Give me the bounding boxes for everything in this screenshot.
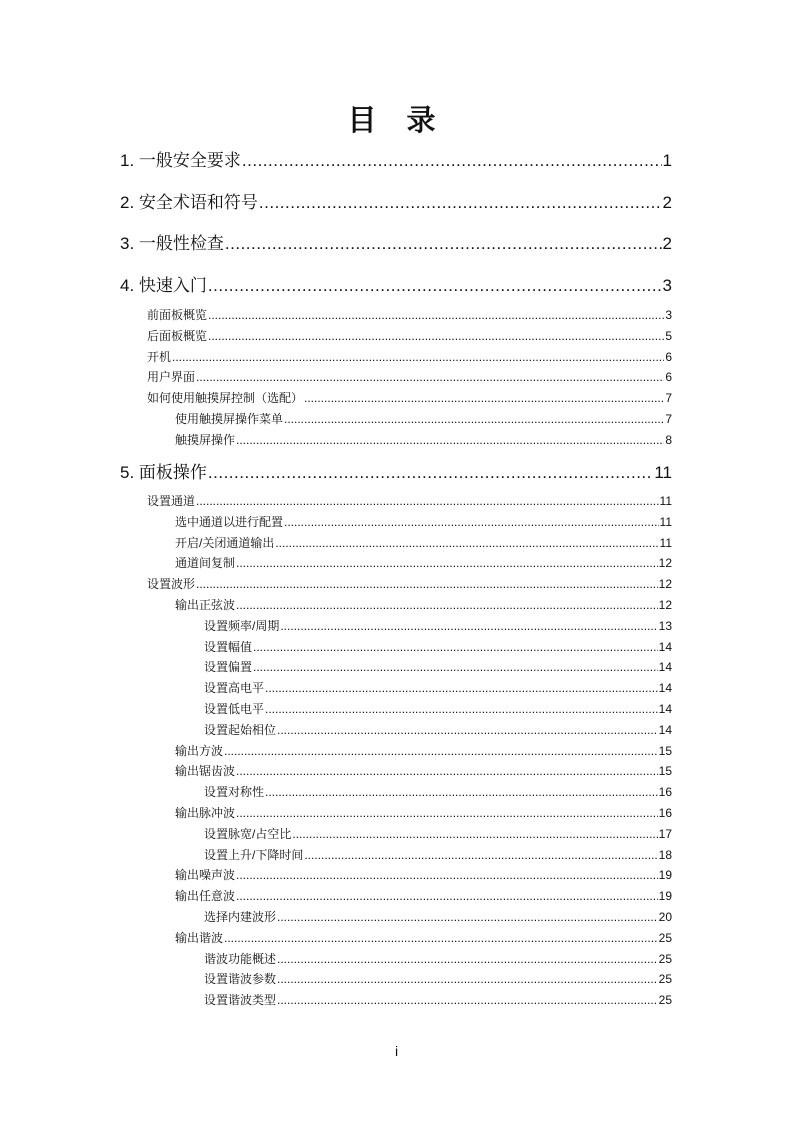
toc-entry[interactable] (175, 762, 672, 779)
toc-entry[interactable] (147, 492, 672, 509)
dot-leader (259, 193, 662, 213)
toc-entry-page: 14 (658, 681, 672, 696)
toc-entry-title: 开机 (147, 349, 172, 364)
toc-entry-page: 14 (658, 702, 672, 716)
toc-entry[interactable] (147, 389, 672, 406)
toc-entry[interactable] (175, 431, 672, 448)
toc-entry[interactable] (147, 306, 672, 323)
toc-entry-page: 2 (662, 234, 672, 253)
toc-entry-page: 25 (658, 930, 672, 945)
dot-leader (242, 151, 662, 171)
toc-entry-title: 设置谐波参数 (204, 972, 277, 987)
toc-entry-title: 设置脉宽/占空比 (204, 826, 292, 841)
toc-entry-title: 设置上升/下降时间 (204, 847, 304, 862)
dot-leader (224, 931, 658, 945)
dot-leader (253, 660, 658, 674)
toc-entry-title: 触摸屏操作 (175, 432, 236, 447)
dot-leader (236, 806, 658, 820)
dot-leader (225, 234, 662, 254)
toc-entry-title: 1. 一般安全要求 (120, 151, 241, 170)
dot-leader (172, 350, 664, 364)
dot-leader (208, 463, 653, 483)
toc-entry[interactable] (175, 887, 672, 904)
dot-leader (292, 827, 657, 841)
toc-entry[interactable] (175, 866, 672, 883)
toc-entry-page: 14 (658, 722, 672, 737)
toc-entry[interactable] (204, 970, 672, 987)
toc-entry-page: 1 (662, 151, 672, 170)
dot-leader (208, 308, 664, 322)
dot-leader (265, 681, 658, 695)
dot-leader (236, 889, 658, 903)
toc-entry-page: 11 (659, 535, 672, 550)
toc-entry-title: 输出脉冲波 (175, 806, 236, 820)
toc-entry[interactable] (175, 596, 672, 613)
toc-entry-title: 设置通道 (147, 494, 196, 508)
toc-entry[interactable] (204, 991, 672, 1008)
toc-entry-title: 输出锯齿波 (175, 764, 236, 779)
page-number: i (394, 1043, 399, 1059)
dot-leader (196, 577, 658, 591)
toc-entry-page: 6 (665, 370, 672, 385)
dot-leader (208, 276, 662, 296)
dot-leader (277, 910, 658, 924)
toc-entry-page: 6 (665, 349, 672, 364)
toc-entry-page: 25 (658, 993, 672, 1008)
toc-entry-title: 谐波功能概述 (204, 951, 277, 966)
toc-entry[interactable] (204, 638, 672, 655)
toc-entry-title: 设置幅值 (204, 639, 253, 654)
page-title: 目 录 (347, 103, 446, 137)
toc-entry-page: 25 (658, 951, 672, 966)
toc-entry-title: 设置波形 (147, 577, 196, 592)
toc-entry-page: 20 (658, 910, 672, 924)
toc-entry[interactable] (120, 188, 672, 213)
toc-entry-page: 3 (662, 276, 672, 295)
toc-entry-page: 11 (654, 463, 672, 482)
toc-entry-title: 设置谐波类型 (204, 993, 277, 1008)
dot-leader (236, 433, 664, 447)
toc-entry-page: 12 (658, 577, 672, 592)
dot-leader (265, 785, 658, 799)
toc-entry-title: 前面板概览 (147, 308, 208, 322)
toc-entry[interactable] (147, 575, 672, 592)
toc-entry-title: 设置低电平 (204, 702, 265, 716)
dot-leader (304, 391, 664, 405)
toc-entry[interactable] (204, 783, 672, 800)
dot-leader (277, 952, 658, 966)
dot-leader (208, 329, 664, 343)
toc-entry-page: 11 (659, 494, 672, 508)
dot-leader (253, 640, 658, 654)
toc-entry-title: 通道间复制 (175, 556, 236, 571)
toc-entry[interactable] (147, 327, 672, 344)
toc-entry-title: 2. 安全术语和符号 (120, 193, 258, 212)
dot-leader (236, 598, 658, 612)
toc-entry[interactable] (204, 846, 672, 863)
toc-entry[interactable] (120, 458, 672, 483)
toc-entry-title: 如何使用触摸屏控制（选配） (147, 391, 304, 406)
toc-entry-page: 12 (658, 598, 672, 612)
toc-entry[interactable] (204, 679, 672, 696)
toc-entry-page: 19 (658, 868, 672, 883)
toc-entry-page: 7 (665, 412, 672, 426)
toc-entry-page: 13 (658, 618, 672, 633)
toc-entry[interactable] (175, 554, 672, 571)
toc-entry-page: 16 (658, 785, 672, 800)
dot-leader (284, 515, 659, 529)
toc-entry-page: 25 (658, 972, 672, 987)
toc-entry[interactable] (204, 950, 672, 967)
toc-entry-page: 8 (665, 432, 672, 447)
toc-entry[interactable] (120, 229, 672, 254)
toc-entry-page: 12 (658, 556, 672, 571)
toc-entry[interactable] (204, 617, 672, 634)
dot-leader (304, 848, 657, 862)
toc-entry[interactable] (175, 929, 672, 946)
toc-entry[interactable] (120, 271, 672, 296)
toc-entry-page: 19 (658, 889, 672, 904)
toc-entry[interactable] (147, 368, 672, 385)
toc-entry-title: 设置起始相位 (204, 722, 277, 737)
toc-entry-page: 15 (658, 764, 672, 779)
dot-leader (236, 556, 658, 570)
toc-entry-page: 14 (658, 660, 672, 675)
toc-entry-title: 选择内建波形 (204, 910, 277, 924)
toc-entry-page: 5 (665, 328, 672, 343)
toc-entry-title: 设置对称性 (204, 785, 265, 800)
toc-entry[interactable] (204, 658, 672, 675)
dot-leader (277, 972, 658, 986)
toc-entry-title: 4. 快速入门 (120, 276, 207, 295)
dot-leader (280, 619, 657, 633)
toc-entry-page: 3 (665, 308, 672, 322)
toc-entry-title: 使用触摸屏操作菜单 (175, 412, 284, 426)
toc-entry-title: 后面板概览 (147, 328, 208, 343)
toc-entry[interactable] (175, 410, 672, 427)
toc-entry-title: 设置频率/周期 (204, 618, 280, 633)
toc-entry-page: 17 (658, 826, 672, 841)
toc-entry[interactable] (147, 348, 672, 365)
toc-entry-page: 15 (658, 743, 672, 758)
toc-entry[interactable] (204, 721, 672, 738)
toc-entry[interactable] (175, 534, 672, 551)
toc-entry[interactable] (204, 908, 672, 925)
toc-entry-page: 11 (659, 514, 672, 529)
dot-leader (277, 993, 658, 1007)
toc-entry-title: 设置高电平 (204, 681, 265, 696)
toc-entry-page: 16 (658, 806, 672, 820)
dot-leader (275, 536, 658, 550)
dot-leader (236, 764, 658, 778)
toc-entry-title: 设置偏置 (204, 660, 253, 675)
toc-entry-page: 14 (658, 639, 672, 654)
toc-entry[interactable] (204, 825, 672, 842)
toc-entry-page: 18 (658, 847, 672, 862)
toc-entry[interactable] (175, 742, 672, 759)
dot-leader (284, 412, 664, 426)
dot-leader (196, 494, 659, 508)
toc-entry[interactable] (175, 513, 672, 530)
toc-entry-page: 7 (665, 391, 672, 406)
toc-entry[interactable] (175, 804, 672, 821)
dot-leader (236, 868, 658, 882)
toc-entry-title: 开启/关闭通道输出 (175, 535, 275, 550)
toc-entry-title: 选中通道以进行配置 (175, 514, 284, 529)
toc-entry-title: 用户界面 (147, 370, 196, 385)
toc-entry-title: 输出任意波 (175, 889, 236, 904)
toc-entry-title: 输出正弦波 (175, 598, 236, 612)
dot-leader (277, 723, 658, 737)
toc-entry[interactable] (120, 146, 672, 171)
toc-entry-title: 输出谐波 (175, 930, 224, 945)
dot-leader (196, 370, 664, 384)
toc-entry-title: 5. 面板操作 (120, 463, 207, 482)
dot-leader (265, 702, 658, 716)
toc-entry[interactable] (204, 700, 672, 717)
toc-entry-page: 2 (662, 193, 672, 212)
dot-leader (224, 744, 658, 758)
toc-entry-title: 输出噪声波 (175, 868, 236, 883)
toc-entry-title: 3. 一般性检查 (120, 234, 224, 253)
toc-entry-title: 输出方波 (175, 743, 224, 758)
